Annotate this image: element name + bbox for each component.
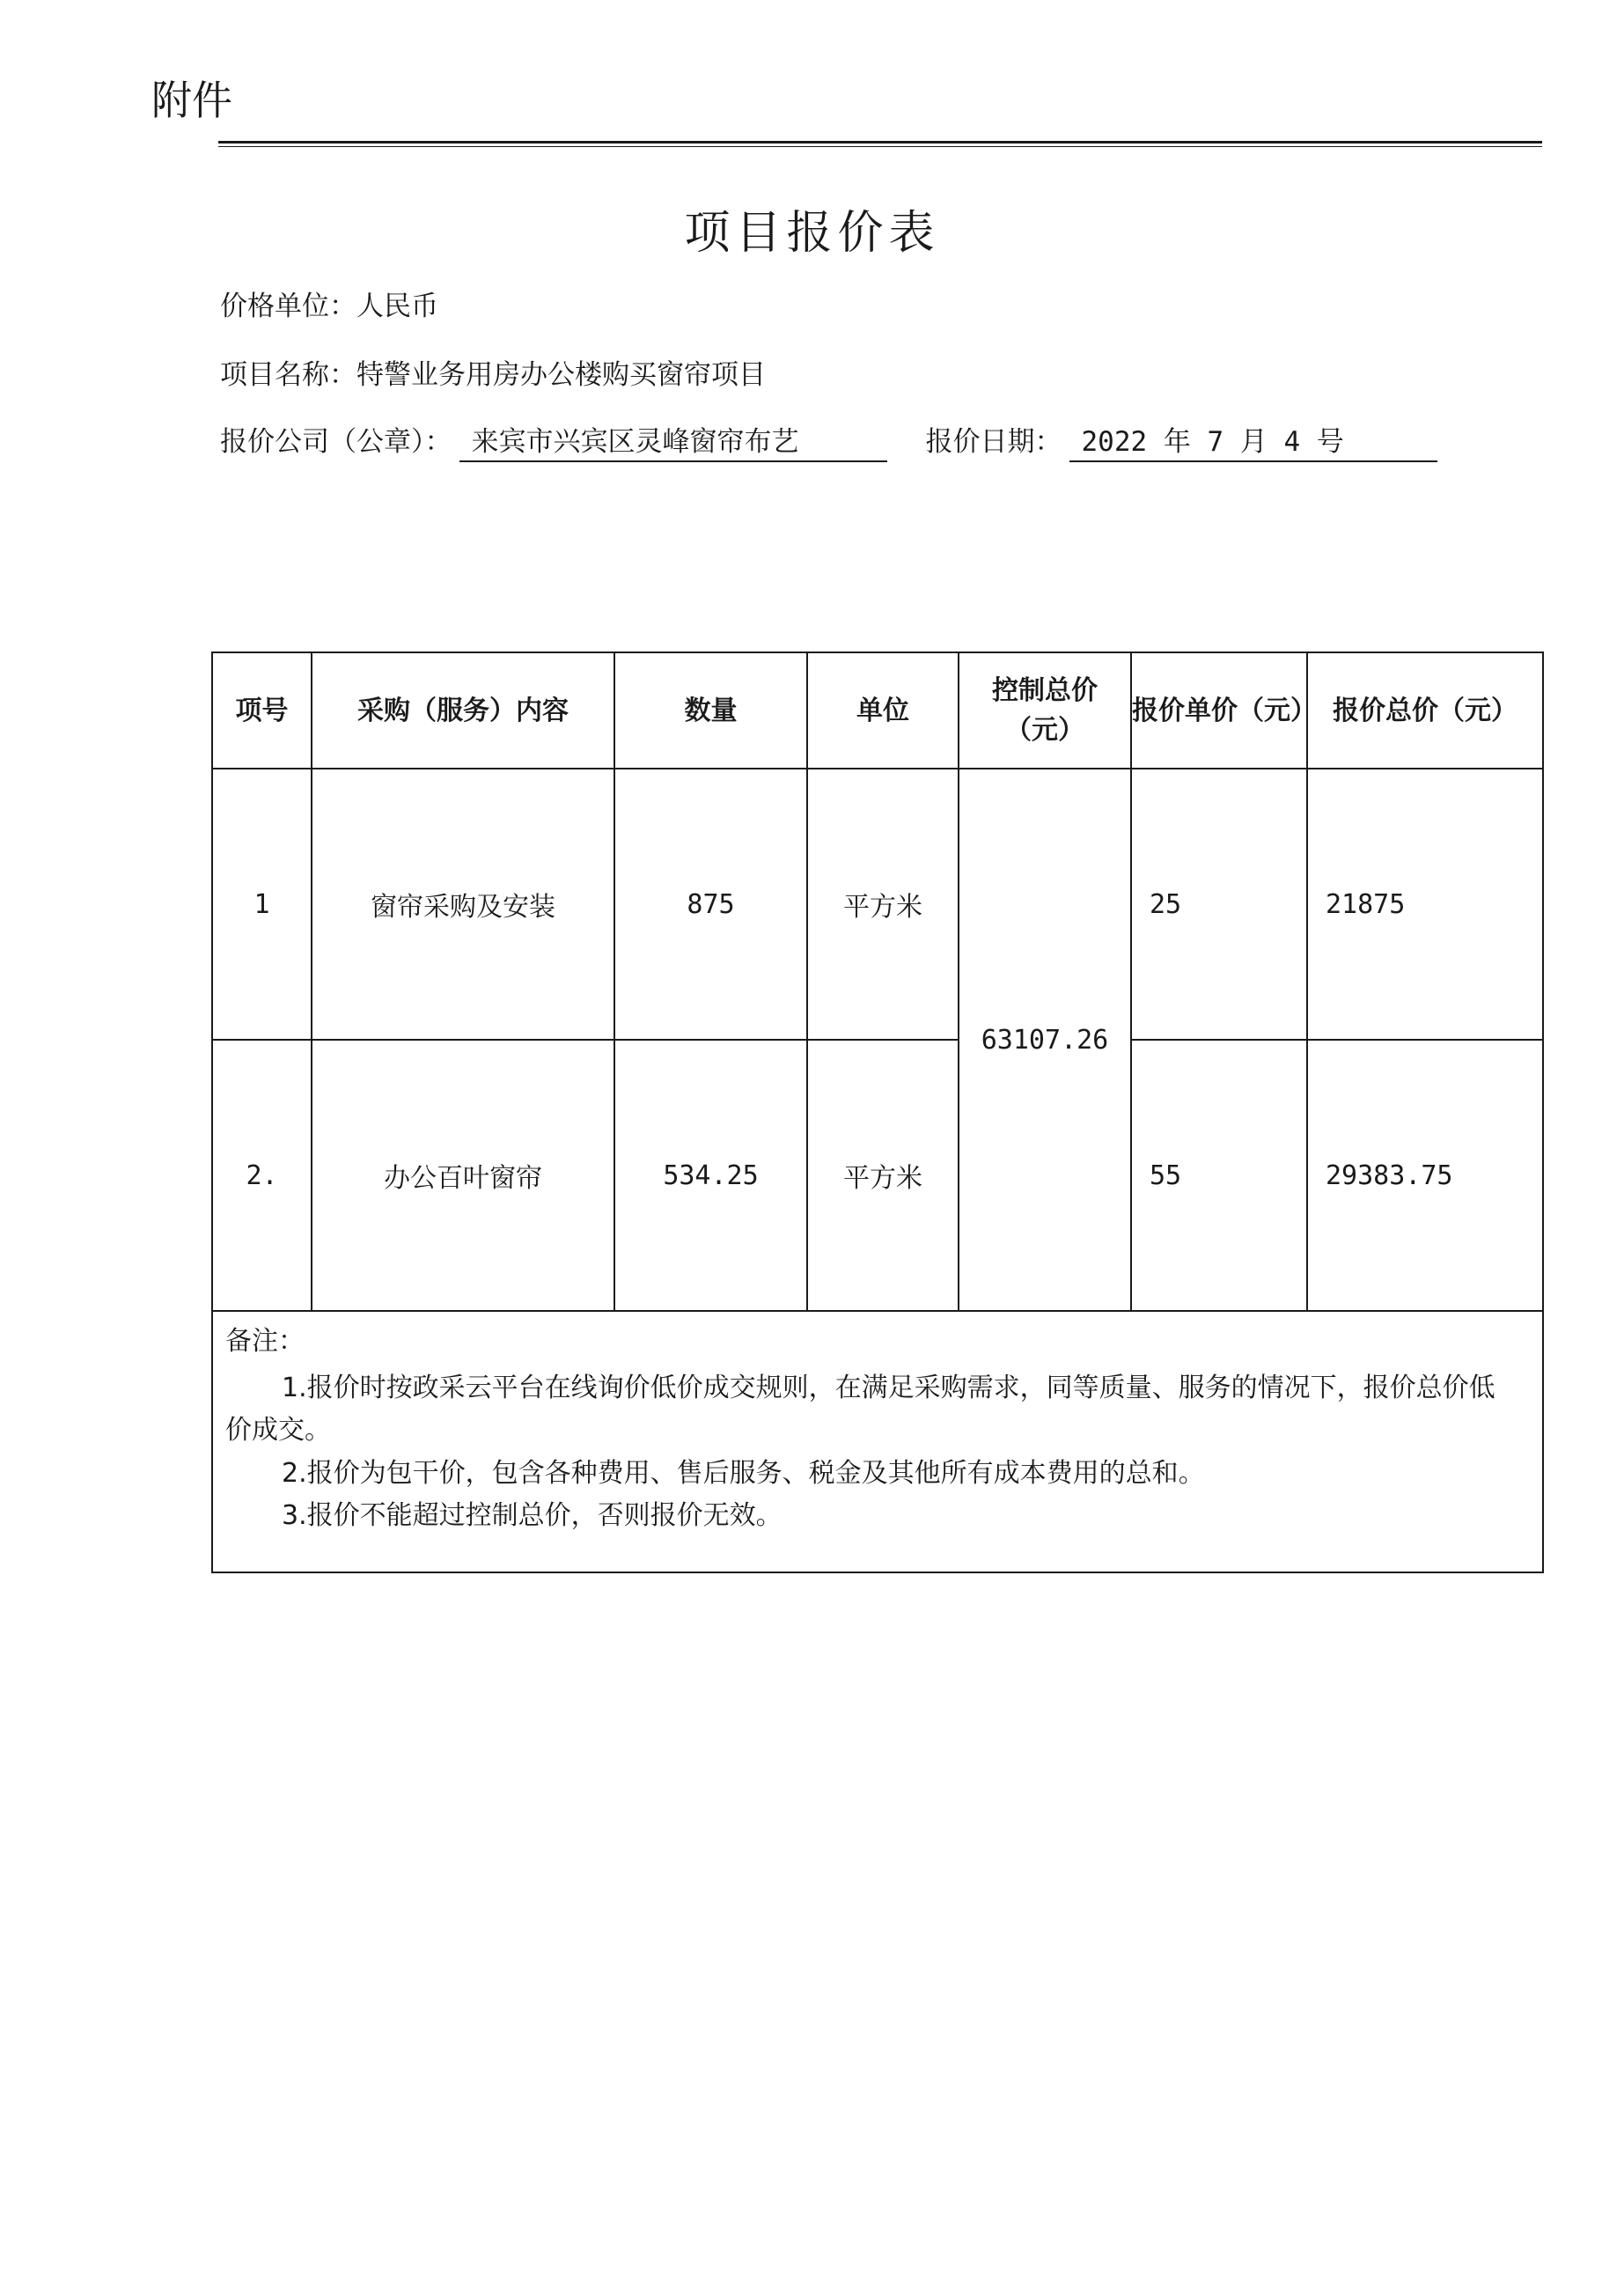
date-label: 报价日期： <box>925 426 1062 458</box>
notes-cell <box>212 1311 1543 1572</box>
col-header-content: 采购（服务）内容 <box>312 652 614 769</box>
row-content: 窗帘采购及安装 <box>312 769 614 1040</box>
row-total: 29383.75 <box>1307 1040 1543 1311</box>
table-row <box>212 769 1543 1040</box>
note-item: 3.报价不能超过控制总价，否则报价无效。 <box>282 1500 783 1532</box>
company-date-line <box>220 419 1437 462</box>
notes-title: 备注： <box>225 1326 305 1357</box>
project-label: 项目名称： <box>220 359 356 391</box>
col-header-unit-price: 报价单价（元） <box>1131 652 1307 769</box>
notes-row <box>212 1311 1543 1572</box>
project-value: 特警业务用房办公楼购买窗帘项目 <box>356 359 766 391</box>
col-header-no: 项号 <box>212 652 312 769</box>
row-content: 办公百叶窗帘 <box>312 1040 614 1311</box>
note-item: 2.报价为包干价，包含各种费用、售后服务、税金及其他所有成本费用的总和。 <box>282 1457 1205 1489</box>
company-value: 来宾市兴宾区灵峰窗帘布艺 <box>459 419 887 462</box>
row-unit: 平方米 <box>807 1040 959 1311</box>
header-rule <box>218 141 1542 147</box>
project-line <box>220 352 766 392</box>
currency-value: 人民币 <box>356 291 438 322</box>
row-unit-price: 25 <box>1131 769 1307 1040</box>
date-value: 2022 年 7 月 4 号 <box>1069 419 1437 462</box>
row-qty: 875 <box>614 769 807 1040</box>
row-total: 21875 <box>1307 769 1543 1040</box>
col-header-qty: 数量 <box>614 652 807 769</box>
col-header-total: 报价总价（元） <box>1307 652 1543 769</box>
row-unit: 平方米 <box>807 769 959 1040</box>
note-item: 1.报价时按政采云平台在线询价低价成交规则，在满足采购需求，同等质量、服务的情况下，报价总价低价成交。 <box>225 1372 1495 1446</box>
row-no: 1 <box>212 769 312 1040</box>
company-label: 报价公司（公章）： <box>220 426 452 458</box>
control-total-cell: 63107.26 <box>959 769 1131 1311</box>
table-row <box>212 1040 1543 1311</box>
row-no: 2. <box>212 1040 312 1311</box>
attachment-label: 附件 <box>151 77 232 124</box>
currency-label: 价格单位： <box>220 291 356 322</box>
col-header-unit: 单位 <box>807 652 959 769</box>
currency-line <box>220 283 438 323</box>
page-title: 项目报价表 <box>684 207 940 260</box>
row-unit-price: 55 <box>1131 1040 1307 1311</box>
col-header-control-total: 控制总价（元） <box>959 652 1131 769</box>
table-header-row <box>212 652 1543 769</box>
row-qty: 534.25 <box>614 1040 807 1311</box>
quote-table <box>211 651 1544 1573</box>
